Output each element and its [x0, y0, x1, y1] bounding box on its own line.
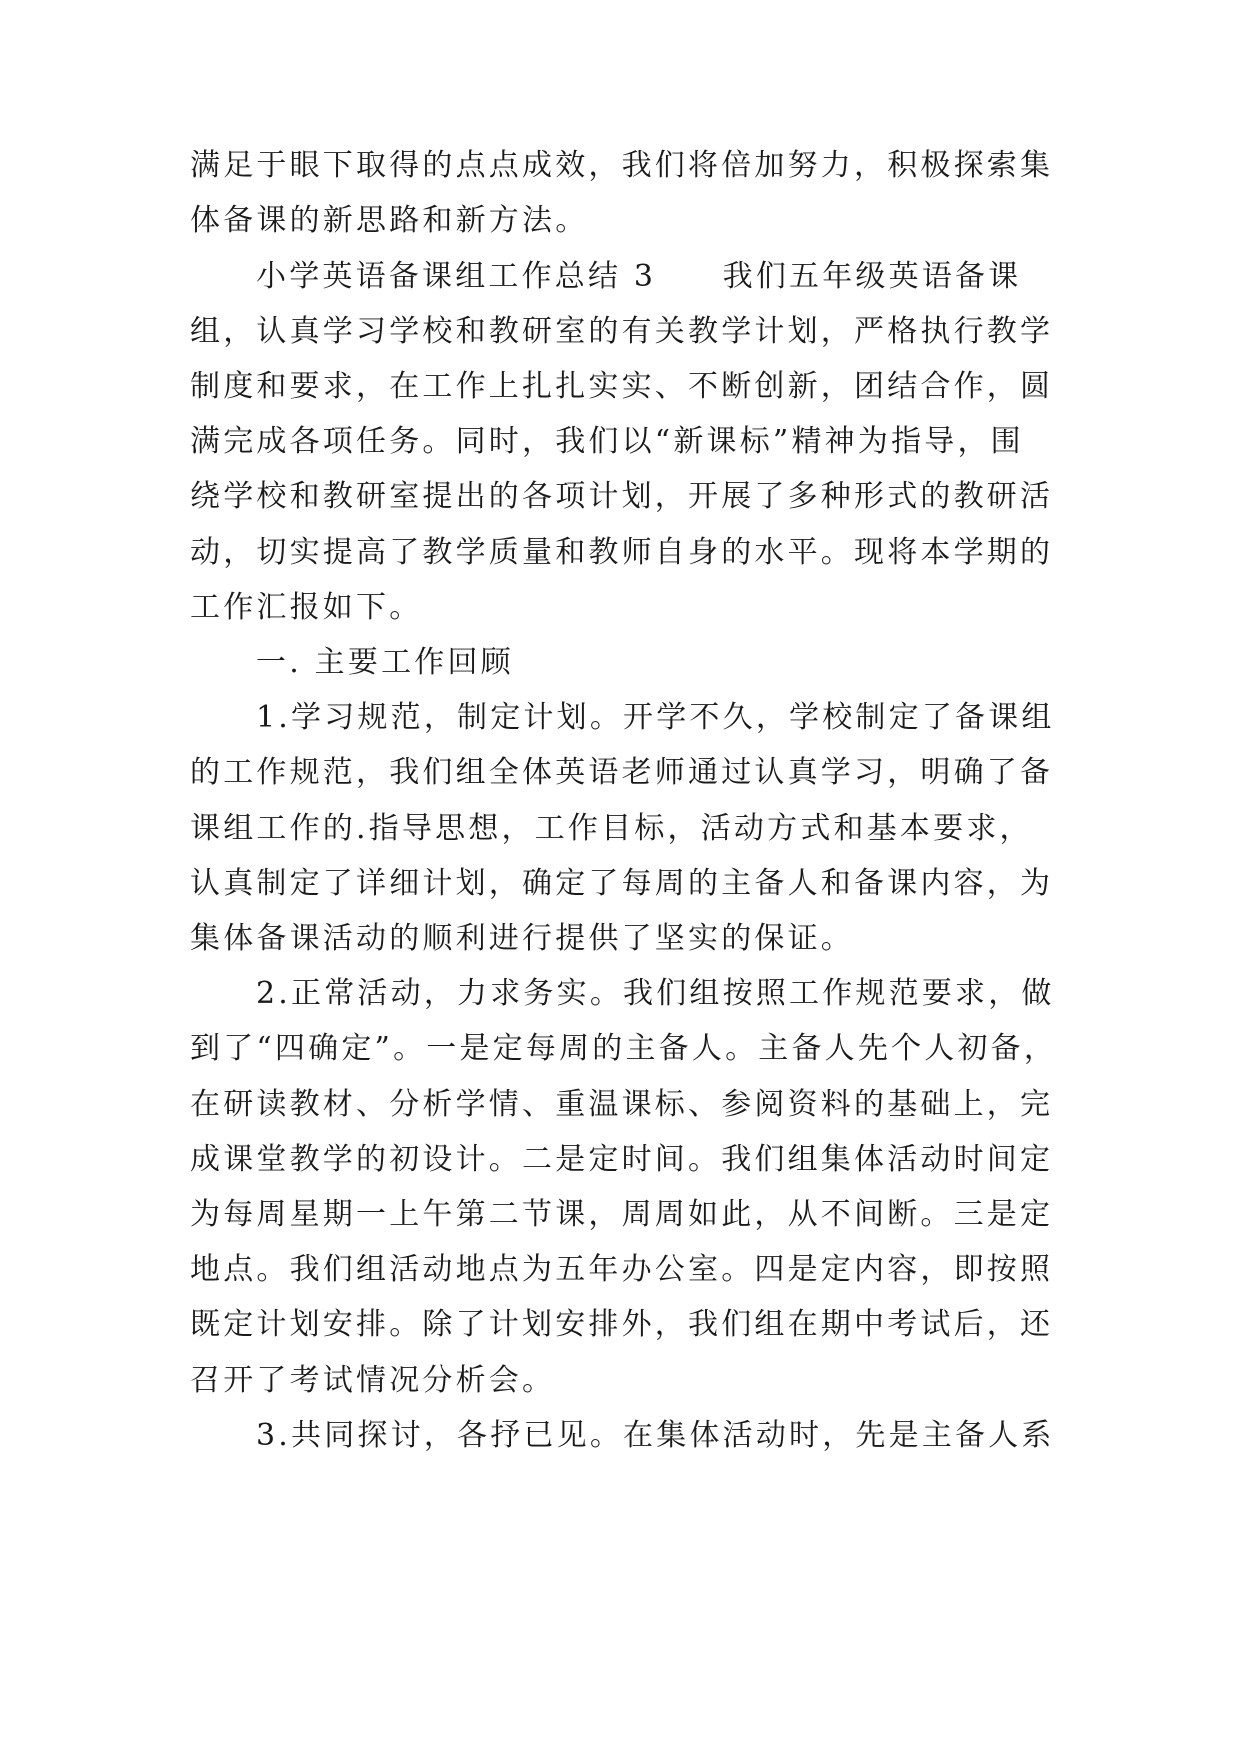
text-line: 组，认真学习学校和教研室的有关教学计划，严格执行教学 — [190, 314, 1054, 349]
text-line: 制度和要求，在工作上扎扎实实、不断创新，团结合作，圆 — [190, 369, 1054, 404]
text-line: 为每周星期一上午第二节课，周周如此，从不间断。三是定 — [190, 1197, 1054, 1232]
text-line: 到了“四确定”。一是定每周的主备人。主备人先个人初备， — [190, 1031, 1058, 1066]
section-heading-line: 小学英语备课组工作总结 3 我们五年级英语备课 — [256, 259, 1022, 294]
text-line: 地点。我们组活动地点为五年办公室。四是定内容，即按照 — [190, 1252, 1054, 1287]
text-line: 3.共同探讨，各抒已见。在集体活动时，先是主备人系 — [256, 1418, 1055, 1453]
text-line: 满完成各项任务。同时，我们以“新课标”精神为指导，围 — [190, 424, 1024, 459]
text-line: 工作汇报如下。 — [190, 590, 423, 625]
text-line: 在研读教材、分析学情、重温课标、参阅资料的基础上，完 — [190, 1087, 1054, 1122]
text-line: 1.学习规范，制定计划。开学不久，学校制定了备课组 — [256, 700, 1055, 735]
text-line: 2.正常活动，力求务实。我们组按照工作规范要求，做 — [256, 976, 1055, 1011]
subheading-line: 一. 主要工作回顾 — [256, 645, 514, 680]
text-line: 满足于眼下取得的点点成效，我们将倍加努力，积极探索集 — [190, 148, 1054, 183]
text-line: 集体备课活动的顺利进行提供了坚实的保证。 — [190, 921, 854, 956]
text-line: 课组工作的.指导思想，工作目标，活动方式和基本要求， — [190, 811, 1033, 846]
text-line: 成课堂教学的初设计。二是定时间。我们组集体活动时间定 — [190, 1142, 1054, 1177]
text-line: 召开了考试情况分析会。 — [190, 1363, 556, 1398]
text-line: 体备课的新思路和新方法。 — [190, 203, 589, 238]
text-line: 的工作规范，我们组全体英语老师通过认真学习，明确了备 — [190, 755, 1054, 790]
text-line: 认真制定了详细计划，确定了每周的主备人和备课内容，为 — [190, 866, 1054, 901]
text-line: 动，切实提高了教学质量和教师自身的水平。现将本学期的 — [190, 535, 1054, 570]
text-line: 绕学校和教研室提出的各项计划，开展了多种形式的教研活 — [190, 479, 1054, 514]
text-line: 既定计划安排。除了计划安排外，我们组在期中考试后，还 — [190, 1307, 1054, 1342]
